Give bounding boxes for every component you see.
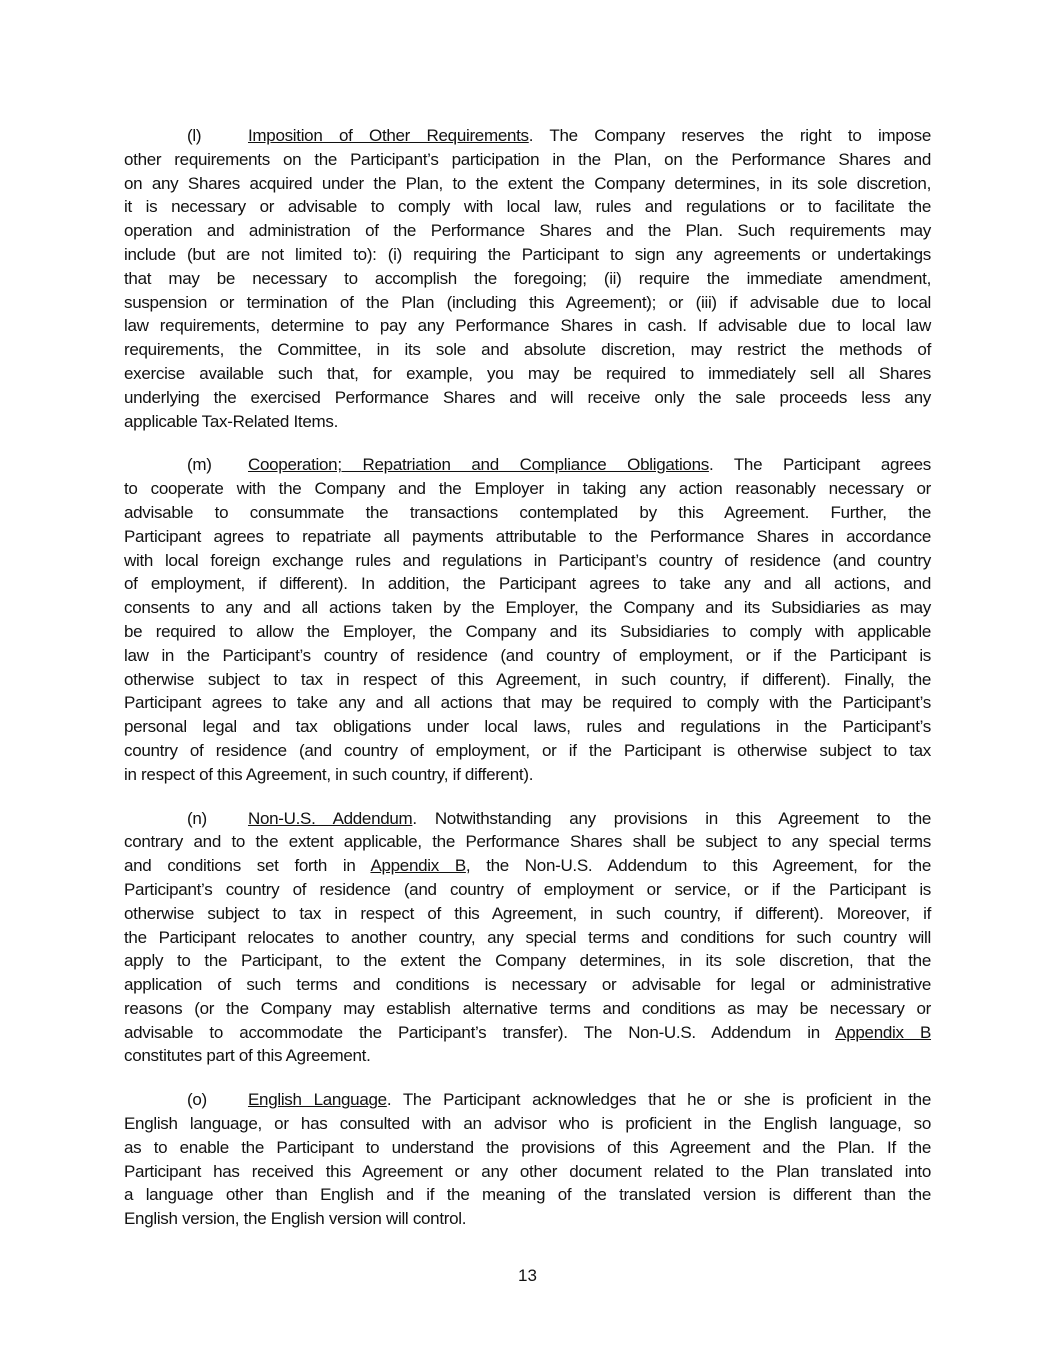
- text-line: otherwise subject to tax in respect of this Agreement, in such country, if different). Finally, the: [124, 669, 931, 689]
- section-heading: Cooperation; Repatriation and Compliance Obligations: [248, 455, 709, 475]
- text-line: the Participant relocates to another country, any special terms and conditions for such country will: [124, 927, 931, 947]
- text-line: advisable to consummate the transactions contemplated by this Agreement. Further, the: [124, 502, 931, 522]
- text-line: consents to any and all actions taken by the Employer, the Company and its Subsidiaries as may: [124, 598, 931, 618]
- text-line: personal legal and tax obligations under local laws, rules and regulations in the Participant’s: [124, 717, 931, 737]
- text-line: applicable Tax-Related Items.: [124, 411, 338, 431]
- section-label: (n): [187, 808, 207, 828]
- text-segment: . The Participant acknowledges that he or she is proficient in the: [386, 1090, 931, 1110]
- text-segment: . The Participant agrees: [708, 455, 931, 475]
- text-line: suspension or termination of the Plan (including this Agreement); or (iii) if advisable due to local: [124, 292, 931, 312]
- text-line: law in the Participant’s country of residence (and country of employment, or if the Participant is: [124, 645, 931, 665]
- text-line: application of such terms and conditions is necessary or advisable for legal or administrative: [124, 975, 931, 995]
- text-line: with local foreign exchange rules and regulations in Participant’s country of residence (and country: [124, 550, 931, 570]
- text-segment: and conditions set forth in: [124, 856, 371, 876]
- text-segment: , the Non-U.S. Addendum to this Agreement, for the: [465, 856, 931, 876]
- section-heading: English Language: [248, 1090, 387, 1110]
- text-segment: . Notwithstanding any provisions in this Agreement to the: [412, 808, 932, 828]
- text-line: contrary and to the extent applicable, the Performance Shares shall be subject to any special terms: [124, 832, 931, 852]
- section-label: (l): [187, 126, 202, 145]
- text-line: Participant’s country of residence (and country of employment or service, or if the Participant is: [124, 879, 931, 899]
- section-paragraph: [124, 1088, 931, 1231]
- section-paragraph: [124, 453, 931, 786]
- text-line: [124, 854, 931, 878]
- text-line: be required to allow the Employer, the Company and its Subsidiaries to comply with applicable: [124, 621, 931, 641]
- text-line: in respect of this Agreement, in such country, if different).: [124, 764, 534, 784]
- text-line: reasons (or the Company may establish alternative terms and conditions as may be necessary or: [124, 998, 931, 1018]
- section-heading: Non-U.S. Addendum: [248, 808, 413, 828]
- text-line: Participant agrees to take any and all actions that may be required to comply with the Participant’s: [124, 693, 931, 713]
- text-line: [124, 453, 931, 477]
- text-segment: . The Company reserves the right to impose: [528, 126, 931, 145]
- text-line: exercise available such that, for example, you may be required to immediately sell all Shares: [124, 363, 931, 383]
- section-paragraph: [124, 124, 931, 433]
- text-line: [124, 124, 931, 148]
- text-line: Participant has received this Agreement or any other document related to the Plan translated into: [124, 1161, 931, 1181]
- text-line: country of residence (and country of employment, or if the Participant is otherwise subject to tax: [124, 740, 931, 760]
- text-line: operation and administration of the Performance Shares and the Plan. Such requirements may: [124, 221, 931, 241]
- text-line: Participant agrees to repatriate all payments attributable to the Performance Shares in accordance: [124, 526, 931, 546]
- page-number: 13: [518, 1266, 537, 1285]
- text-line: [124, 807, 931, 831]
- text-line: English version, the English version will control.: [124, 1209, 467, 1229]
- text-line: constitutes part of this Agreement.: [124, 1046, 371, 1066]
- text-line: a language other than English and if the meaning of the translated version is different than the: [124, 1185, 931, 1205]
- appendix-reference: Appendix B: [370, 856, 466, 876]
- text-line: as to enable the Participant to understand the provisions of this Agreement and the Plan. If the: [124, 1137, 931, 1157]
- section-heading: Imposition of Other Requirements: [248, 126, 529, 145]
- text-line: law requirements, determine to pay any Performance Shares in cash. If advisable due to local law: [124, 316, 931, 336]
- text-line: English language, or has consulted with an advisor who is proficient in the English language, so: [124, 1114, 931, 1134]
- text-line: [124, 1021, 931, 1045]
- section-label: (o): [187, 1090, 207, 1110]
- text-line: of employment, if different). In addition, the Participant agrees to take any and all actions, and: [124, 574, 931, 594]
- text-line: include (but are not limited to): (i) requiring the Participant to sign any agreements or undertakings: [124, 244, 931, 264]
- text-segment: advisable to accommodate the Participant’s transfer). The Non-U.S. Addendum in: [124, 1022, 836, 1042]
- text-line: [124, 1088, 931, 1112]
- section-paragraph: [124, 807, 931, 1069]
- text-line: underlying the exercised Performance Shares and will receive only the sale proceeds less any: [124, 387, 931, 407]
- text-line: it is necessary or advisable to comply with local law, rules and regulations or to facilitate the: [124, 197, 931, 217]
- text-line: requirements, the Committee, in its sole and absolute discretion, may restrict the methods of: [124, 340, 931, 360]
- section-label: (m): [187, 455, 212, 475]
- text-line: to cooperate with the Company and the Employer in taking any action reasonably necessary or: [124, 479, 931, 499]
- appendix-reference: Appendix B: [835, 1022, 932, 1042]
- text-line: that may be necessary to accomplish the foregoing; (ii) require the immediate amendment,: [124, 268, 931, 288]
- text-line: on any Shares acquired under the Plan, to the extent the Company determines, in its sole discretion,: [124, 173, 931, 193]
- text-line: otherwise subject to tax in respect of this Agreement, in such country, if different). Moreover, if: [124, 903, 931, 923]
- text-line: other requirements on the Participant’s participation in the Plan, on the Performance Shares and: [124, 149, 931, 169]
- text-line: apply to the Participant, to the extent the Company determines, in its sole discretion, that the: [124, 951, 931, 971]
- document-body: [124, 124, 931, 1251]
